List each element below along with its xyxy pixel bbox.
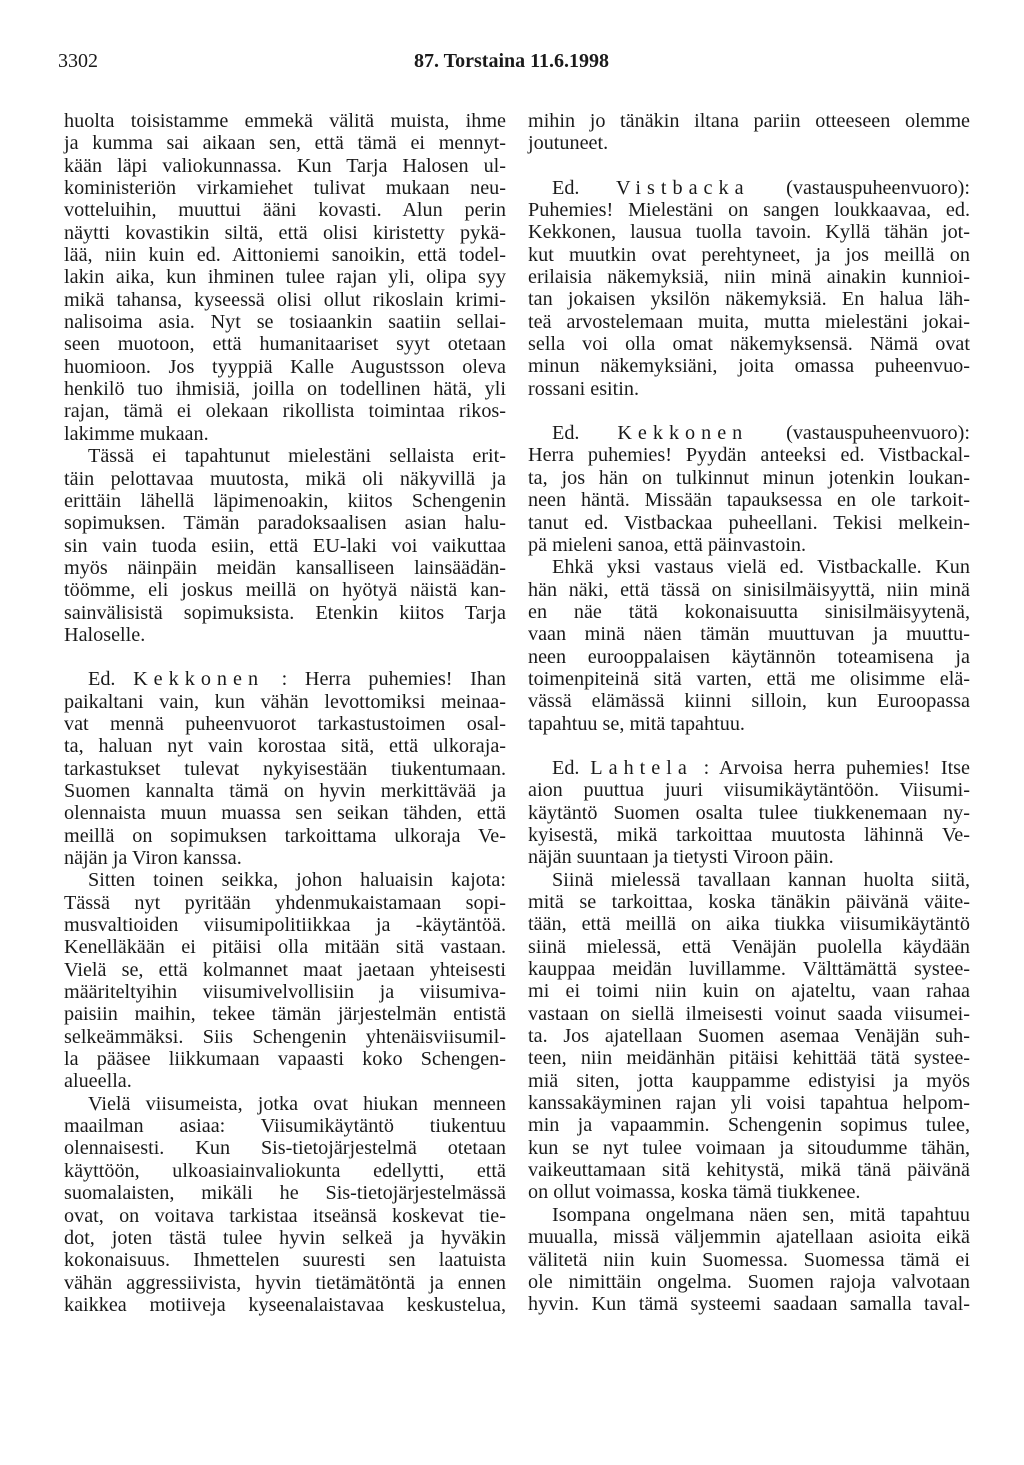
speech-intro: : Herra puhemies! Ihan — [281, 668, 507, 691]
text-line: kokonaisuus. Ihmettelen suuresti sen laatuista — [64, 1249, 506, 1272]
paragraph — [64, 110, 506, 445]
text-line: kauppaa meidän luvillamme. Välttämättä systee- — [528, 958, 970, 981]
speech-opening-line — [528, 757, 970, 779]
text-line: Kekkonen, lausua tuolla tavoin. Kyllä tähän jot- — [528, 221, 970, 244]
text-line: sopimuksen. Tämän paradoksaalisen asian halu- — [64, 512, 506, 535]
text-line: ta, jos hän on tulkinnut minun jotenkin loukan- — [528, 466, 970, 489]
text-line: mikä tahansa, kyseessä olisi ollut rikoslain krimi- — [64, 288, 506, 311]
text-line: tään, että meillä on aika tiukka viisumikäytäntö — [528, 913, 970, 936]
text-line: sella voi olla omat näkemyksensä. Nämä ovat — [528, 333, 970, 356]
left-column — [64, 110, 506, 1316]
speaker-name: Kekkonen — [617, 422, 749, 445]
speech-intro: : Arvoisa herra puhemies! Itse — [703, 756, 970, 779]
text-line: Ehkä yksi vastaus vielä ed. Vistbackalle. Kun — [552, 556, 970, 579]
text-line: erilaisia näkemyksiä, niin minä ainakin kunnioi- — [528, 266, 970, 289]
speaker-prefix: Ed. — [552, 756, 580, 779]
text-line: ta. Jos ajatellaan Suomen asemaa Venäjän suh- — [528, 1025, 970, 1048]
text-line: muualla, missä väljemmin ajatellaan asioita eikä — [528, 1226, 970, 1249]
text-line: sainvälisistä sopimuksista. Etenkin kiitos Tarja — [64, 601, 506, 624]
text-line: kyisestä, mikä tarkoittaa muutosta lähinnä Ve- — [528, 823, 970, 846]
text-line: rossani esitin. — [528, 377, 640, 400]
text-line: määriteltyihin viisumivelvollisiin ja viisumiva- — [64, 981, 506, 1004]
text-line: toimenpiteinä sitä varten, että me olisimme elä- — [528, 667, 970, 690]
right-column — [528, 110, 970, 1316]
paragraph — [64, 1093, 506, 1316]
text-line: Herra puhemies! Pyydän anteeksi ed. Vistbackal- — [528, 444, 970, 467]
text-line: tan jokaisen yksilön näkemyksiä. En halua läh- — [528, 288, 970, 311]
text-line: lakin aika, kun ihminen tulee rajan yli, olipa syy — [64, 266, 506, 289]
speech-opening-line — [528, 422, 970, 444]
speaker-prefix: Ed. — [88, 668, 116, 691]
text-line: Haloselle. — [64, 623, 146, 646]
text-line: Vielä se, että kolmannet maat jaetaan yhteisesti — [64, 958, 506, 981]
speaker-name: Kekkonen — [133, 668, 265, 691]
session-title: 87. Torstaina 11.6.1998 — [414, 50, 610, 72]
text-line: hyvin. Kun tämä systeemi saadaan samalla taval- — [528, 1293, 970, 1316]
text-line: töömme, eli joskus meillä on hyötyä näistä kan- — [64, 579, 506, 602]
text-line: Tässä ei tapahtunut mielestäni sellaista erit- — [88, 445, 506, 468]
text-line: täin pelottavaa muutosta, mikä oli näkyvillä ja — [64, 467, 506, 490]
speech-intro: (vastauspuheenvuoro): — [786, 422, 970, 445]
speaker-prefix: Ed. — [552, 422, 580, 445]
text-line: miä siten, jotta kauppamme edistyisi ja myös — [528, 1069, 970, 1092]
speaker-prefix: Ed. — [552, 176, 580, 199]
text-line: lakimme mukaan. — [64, 422, 209, 445]
text-line: tanut ed. Vistbackaa puheellani. Tekisi melkein- — [528, 511, 970, 534]
text-line: vässä elämässä kiinni silloin, kun Euroopassa — [528, 690, 970, 713]
text-line: kään läpi valiokunnassa. Kun Tarja Halosen ul- — [64, 154, 506, 177]
text-line: paisiin maihin, tekee tämän järjestelmän entistä — [64, 1003, 506, 1026]
text-line: ovat, on voitava tarkistaa itseänsä koskevat tie- — [64, 1204, 506, 1227]
text-line: nalisoima asia. Nyt se tosiaankin saatiin sellai- — [64, 311, 506, 334]
text-line: votteluihin, muuttui ääni kovasti. Alun perin — [64, 199, 506, 222]
text-line: Isompana ongelmana näen sen, mitä tapahtuu — [552, 1203, 970, 1226]
text-line: erittäin lähellä läpimenoakin, kiitos Schengenin — [64, 489, 506, 512]
speech-lahtela — [528, 757, 970, 869]
text-line: olennaista muun muassa sen seikan tähden, että — [64, 802, 506, 825]
text-line: ta, haluan nyt vain korostaa sitä, että ulkoraja- — [64, 735, 506, 758]
speech-vistbacka — [528, 177, 970, 400]
text-line: musvaltioiden viisumipolitiikkaa ja -käytäntöä. — [64, 914, 506, 937]
text-line: vaan minä näen tämän muuttuvan ja muuttu- — [528, 623, 970, 646]
text-line: Vielä viisumeista, jotka ovat hiukan menneen — [88, 1092, 506, 1115]
text-line: näjän ja Viron kanssa. — [64, 847, 242, 869]
text-line: teä arvostelemaan muita, mutta mielestäni jokai- — [528, 310, 970, 333]
text-line: pä mieleni sanoa, että päinvastoin. — [528, 533, 807, 556]
paragraph — [64, 445, 506, 646]
text-line: huomioon. Jos tyyppiä Kalle Augustsson oleva — [64, 355, 506, 378]
text-line: seen muotoon, että humanitaariset syyt otetaan — [64, 333, 506, 356]
text-line: koministeriön virkamiehet tulivat mukaan neu- — [64, 177, 506, 200]
page-number: 3302 — [58, 50, 98, 72]
paragraph — [528, 1204, 970, 1316]
paragraph — [528, 110, 970, 155]
speaker-name: Lahtela — [590, 756, 693, 779]
speaker-name: Vistbacka — [616, 176, 750, 199]
page-header — [58, 50, 964, 80]
text-line: minun näkemyksiäni, joita omassa puheenvuo- — [528, 355, 970, 378]
text-line: dot, joten tästä tulee hyvin selkeä ja hyväkin — [64, 1226, 506, 1249]
text-line: vaikeuttamaan sitä kehitystä, mikä tänä päivänä — [528, 1159, 970, 1182]
text-line: olennaisesti. Kun Sis-tietojärjestelmä otetaan — [64, 1137, 506, 1160]
paragraph — [528, 869, 970, 1204]
text-line: kut muutkin ovat perehtyneet, ja jos meillä on — [528, 243, 970, 266]
speech-kekkonen-reply — [528, 422, 970, 556]
text-line: rajan, tämä ei olekaan rikollista toimintaa rikos- — [64, 400, 506, 423]
paragraph — [64, 869, 506, 1092]
text-line: alueella. — [64, 1070, 132, 1093]
text-line: Suomen kannalta tämä on hyvin merkittävää ja — [64, 779, 506, 802]
text-line: näjän suuntaan ja tietysti Viroon päin. — [528, 846, 834, 869]
text-line: kun se nyt tulee voimaan ja sitoudumme tähän, — [528, 1136, 970, 1159]
text-line: vastaan on siellä ilmeisesti voinut saada viisumei- — [528, 1002, 970, 1025]
speech-opening-line — [528, 177, 970, 199]
paragraph — [528, 556, 970, 735]
text-line: on ollut voimassa, koska tämä tiukkenee. — [528, 1181, 861, 1204]
text-line: Puhemies! Mielestäni on sangen loukkaavaa, ed. — [528, 199, 970, 222]
text-line: Sitten toinen seikka, johon haluaisin kajota: — [88, 869, 506, 892]
text-line: teen, niin meidänhän pitäisi kehittää tätä systee- — [528, 1047, 970, 1070]
text-line: näytti kovastikin siltä, että olisi kiristetty pykä- — [64, 221, 506, 244]
text-line: Siinä mielessä tavallaan kannan huolta siitä, — [552, 868, 970, 891]
text-line: mi ei toimi niin kuin on ajateltu, vaan rahaa — [528, 980, 970, 1003]
text-line: mitä se tarkoittaa, koska tänäkin päivänä väite- — [528, 891, 970, 913]
text-line: tapahtuu se, mitä tapahtuu. — [528, 712, 745, 735]
text-line: selkeämmäksi. Siis Schengenin yhtenäisviisumil- — [64, 1025, 506, 1048]
text-line: siinä mielessä, että Venäjän puolella käydään — [528, 935, 970, 958]
text-line: min ja vapaammin. Schengenin sopimus tulee, — [528, 1114, 970, 1137]
text-line: meillä on sopimuksen tarkoittama ulkoraja Ve- — [64, 824, 506, 847]
text-line: joutuneet. — [528, 132, 609, 155]
text-line: ole nimittäin ongelma. Suomen rajoja valvotaan — [528, 1270, 970, 1293]
text-line: aion puuttua juuri viisumikäytäntöön. Viisumi- — [528, 779, 970, 802]
text-line: tarkastukset tulevat nykyisestään tiukentumaan. — [64, 757, 506, 780]
text-line: hän näki, että tässä on sinisilmäisyyttä, niin minä — [528, 578, 970, 601]
text-line: käyttöön, ulkoasiainvaliokunta edellytti, että — [64, 1159, 506, 1182]
text-line: ja kumma sai aikaan sen, että tämä ei mennyt- — [64, 132, 506, 155]
text-line: neen eurooppalaisen käytännön toteamisena ja — [528, 645, 970, 668]
text-line: käytäntö Suomen osalta tulee tiukkenemaan ny- — [528, 801, 970, 824]
text-line: lää, niin kuin ed. Aittoniemi sanoikin, että todel- — [64, 244, 506, 267]
text-line: myös näinpäin meidän kansalliseen lainsäädän- — [64, 556, 506, 579]
text-line: neen häntä. Missään tapauksessa en ole tarkoit- — [528, 489, 970, 512]
speech-intro: (vastauspuheenvuoro): — [786, 176, 971, 199]
text-line: kanssakäyminen rajan yli voisi tapahtua helpom- — [528, 1092, 970, 1115]
text-line: maailman asiaa: Viisumikäytäntö tiukentuu — [64, 1115, 506, 1138]
speech-opening-line — [64, 668, 506, 690]
text-line: vat mennä puheenvuorot tarkastustoimen osal- — [64, 712, 506, 735]
text-line: henkilö tuo ihmisiä, joilla on todellinen hätä, yli — [64, 378, 506, 401]
text-line: Kenelläkään ei pitäisi olla mitään sitä vastaan. — [64, 936, 506, 959]
text-line: suomalaisten, mikäli he Sis-tietojärjestelmässä — [64, 1182, 506, 1205]
speech-kekkonen — [64, 668, 506, 869]
text-line: kaikkea motiiveja kyseenalaistavaa keskustelua, — [64, 1293, 506, 1316]
text-line: mihin jo tänäkin iltana pariin otteeseen olemme — [528, 110, 970, 132]
text-line: vähän aggressiivista, hyvin tietämätöntä ja ennen — [64, 1271, 506, 1294]
text-line: välitetä niin kuin Suomessa. Suomessa tämä ei — [528, 1248, 970, 1271]
text-line: Tässä nyt pyritään yhdenmukaistamaan sopi- — [64, 891, 506, 914]
text-line: sin vain tuoda esiin, että EU-laki voi vaikuttaa — [64, 534, 506, 557]
text-line: en näe tätä kokonaisuutta sinisilmäisyytenä, — [528, 600, 970, 623]
text-line: huolta toisistamme emmekä välitä muista, ihme — [64, 110, 506, 132]
text-line: la pääsee liikkumaan vapaasti koko Schengen- — [64, 1048, 506, 1071]
text-line: paikaltani vain, kun vähän levottomiksi meinaa- — [64, 690, 506, 713]
